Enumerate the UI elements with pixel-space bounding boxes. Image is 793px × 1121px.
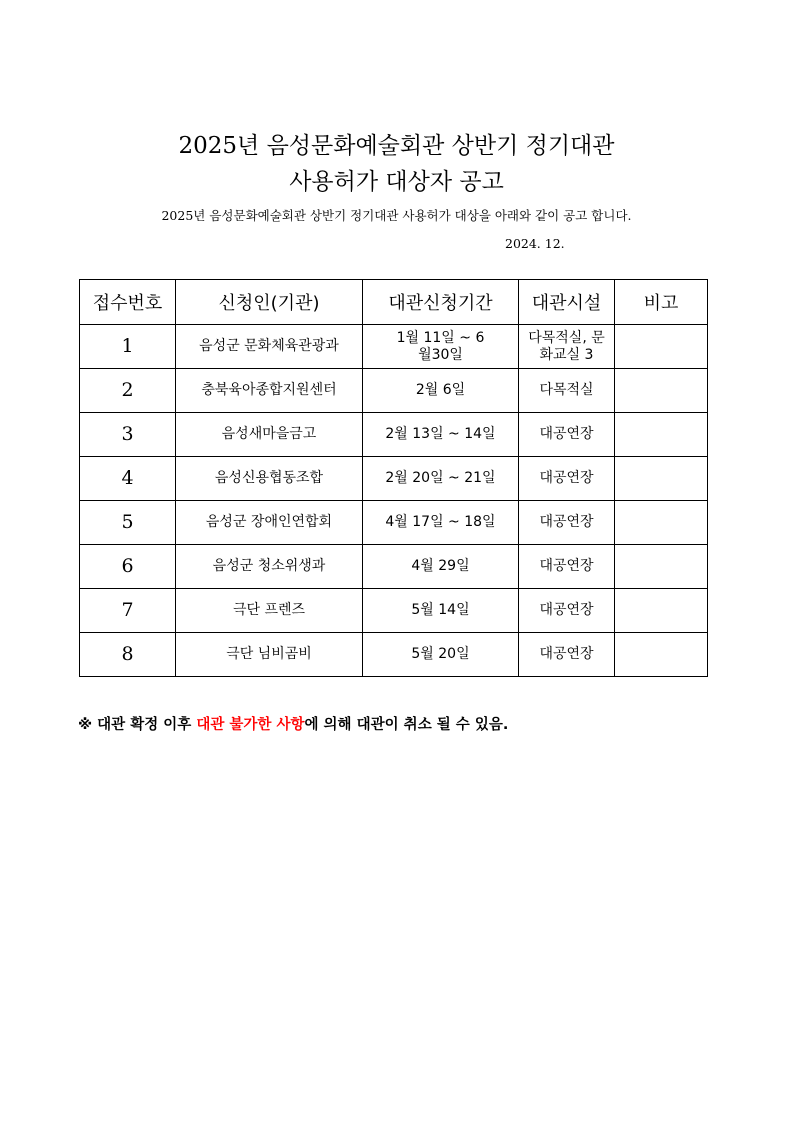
header-receipt-no: 접수번호: [80, 280, 176, 325]
cell-applicant: 음성군 청소위생과: [176, 545, 363, 589]
cell-note: [615, 633, 708, 677]
cell-applicant: 극단 님비곰비: [176, 633, 363, 677]
notice-prefix: ※ 대관 확정 이후: [78, 717, 197, 733]
cell-note: [615, 325, 708, 369]
cell-applicant: 음성신용협동조합: [176, 457, 363, 501]
table-row: [80, 545, 708, 589]
header-note: 비고: [615, 280, 708, 325]
header-facility: 대관시설: [519, 280, 615, 325]
notice-suffix: 에 의해 대관이 취소 될 수 있음.: [304, 717, 509, 733]
cell-note: [615, 589, 708, 633]
cell-receipt-no: 2: [80, 369, 176, 413]
cell-receipt-no: 5: [80, 501, 176, 545]
cell-facility: 대공연장: [519, 501, 615, 545]
cancellation-notice: [78, 715, 508, 735]
header-applicant: 신청인(기관): [176, 280, 363, 325]
cell-applicant: 극단 프렌즈: [176, 589, 363, 633]
cell-applicant: 음성군 문화체육관광과: [176, 325, 363, 369]
table-row: [80, 633, 708, 677]
cell-period: 5월 20일: [363, 633, 519, 677]
header-period: 대관신청기간: [363, 280, 519, 325]
cell-facility: 대공연장: [519, 545, 615, 589]
cell-applicant: 음성새마을금고: [176, 413, 363, 457]
cell-applicant: 충북육아종합지원센터: [176, 369, 363, 413]
table-header-row: [80, 280, 708, 325]
cell-facility: 대공연장: [519, 589, 615, 633]
cell-facility: [519, 325, 615, 369]
cell-note: [615, 501, 708, 545]
table-row: [80, 413, 708, 457]
table-row: [80, 457, 708, 501]
cell-facility: 대공연장: [519, 457, 615, 501]
cell-receipt-no: 7: [80, 589, 176, 633]
cell-facility: 대공연장: [519, 413, 615, 457]
intro-text: 2025년 음성문화예술회관 상반기 정기대관 사용허가 대상을 아래와 같이 공고 합니다.: [161, 208, 632, 223]
cell-note: [615, 457, 708, 501]
cell-facility: 다목적실: [519, 369, 615, 413]
cell-period: 2월 20일 ~ 21일: [363, 457, 519, 501]
document-title-line1: 2025년 음성문화예술회관 상반기 정기대관: [178, 133, 615, 159]
notice-highlight: 대관 불가한 사항: [196, 717, 305, 733]
cell-period: 4월 29일: [363, 545, 519, 589]
cell-note: [615, 369, 708, 413]
cell-receipt-no: 1: [80, 325, 176, 369]
cell-note: [615, 413, 708, 457]
cell-receipt-no: 8: [80, 633, 176, 677]
cell-period: [363, 325, 519, 369]
announcement-date: 2024. 12.: [505, 236, 565, 251]
cell-receipt-no: 3: [80, 413, 176, 457]
rental-schedule-table: [79, 279, 708, 677]
cell-facility-text: 다목적실, 문화교실 3: [528, 329, 605, 363]
cell-note: [615, 545, 708, 589]
cell-period-text: 1월 11일 ~ 6월30일: [396, 329, 485, 363]
table-row: [80, 501, 708, 545]
table-row: [80, 369, 708, 413]
table-row: [80, 325, 708, 369]
document-title-line2: 사용허가 대상자 공고: [289, 169, 504, 195]
table-row: [80, 589, 708, 633]
cell-period: 2월 6일: [363, 369, 519, 413]
cell-period: 2월 13일 ~ 14일: [363, 413, 519, 457]
cell-period: 5월 14일: [363, 589, 519, 633]
cell-applicant: 음성군 장애인연합회: [176, 501, 363, 545]
cell-receipt-no: 4: [80, 457, 176, 501]
cell-receipt-no: 6: [80, 545, 176, 589]
cell-period: 4월 17일 ~ 18일: [363, 501, 519, 545]
cell-facility: 대공연장: [519, 633, 615, 677]
